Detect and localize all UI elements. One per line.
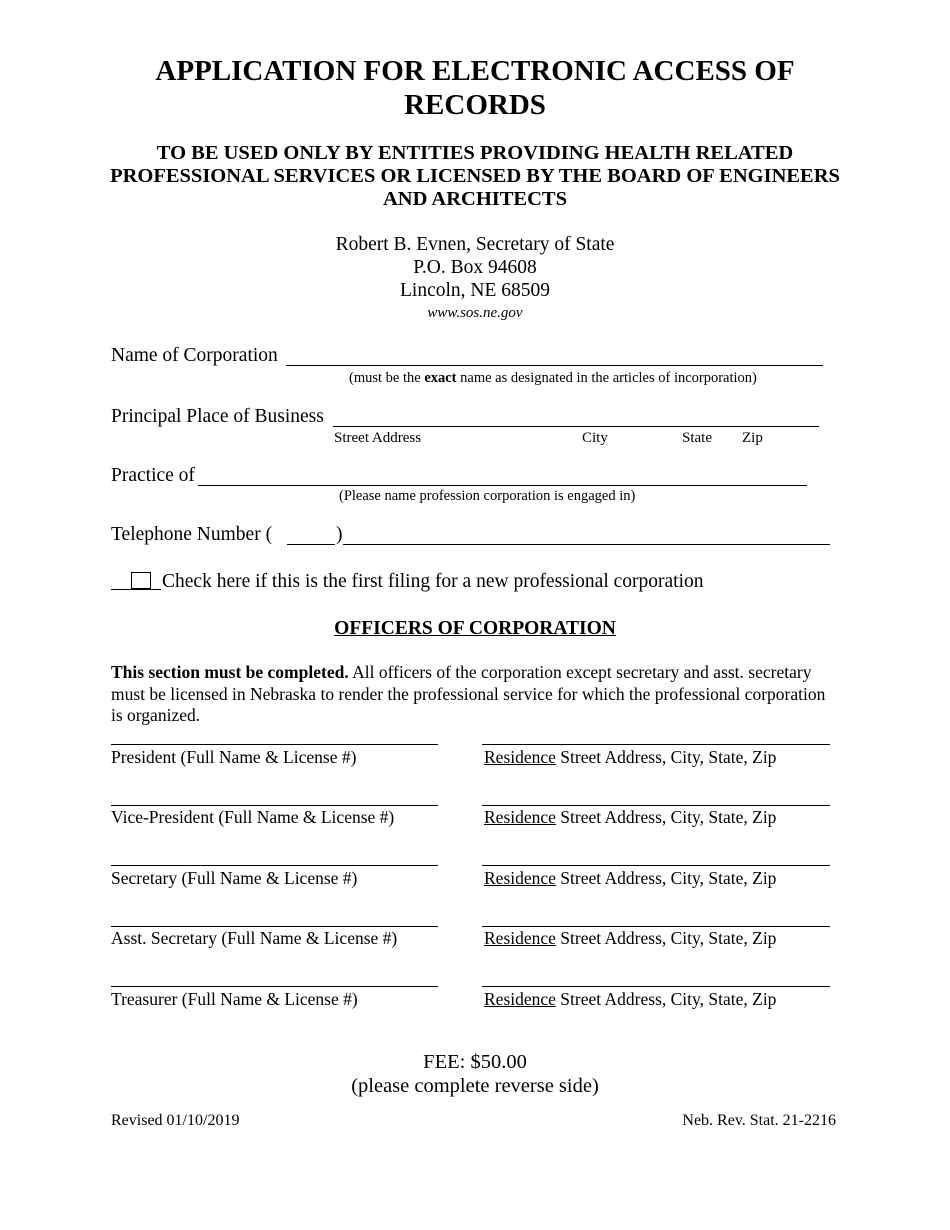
asst-secretary-name-field[interactable] <box>111 926 438 927</box>
checkbox-underline <box>111 589 161 590</box>
office-city: Lincoln, NE 68509 <box>399 280 551 301</box>
instructions-text: All officers of the corporation except secretary and asst. secretary must be licensed in Nebraska to render the professional service for which the professional corporation is organized. <box>111 662 826 725</box>
instructions-bold: This section must be completed. <box>111 662 349 682</box>
fee-amount: FEE: $50.00 <box>423 1051 527 1073</box>
telephone-field[interactable] <box>343 544 830 545</box>
secretary-label: Secretary (Full Name & License #) <box>111 868 358 888</box>
city-label: City <box>582 430 608 446</box>
form-title <box>0 54 950 122</box>
subtitle-line-2: PROFESSIONAL SERVICES OR LICENSED BY THE BOARD OF ENGINEERS <box>110 165 840 187</box>
vice-president-name-field[interactable] <box>111 805 438 806</box>
statute-reference: Neb. Rev. Stat. 21-2216 <box>682 1112 836 1129</box>
corporation-name-field[interactable] <box>286 365 823 366</box>
office-name: Robert B. Evnen, Secretary of State <box>335 234 615 255</box>
practice-label: Practice of <box>111 465 195 486</box>
corp-note-pre: (must be the <box>349 370 425 386</box>
residence-word: Residence <box>484 807 556 827</box>
president-name-field[interactable] <box>111 744 438 745</box>
office-block <box>0 233 950 325</box>
residence-word: Residence <box>484 747 556 767</box>
street-address-label: Street Address <box>334 430 422 446</box>
fee-block <box>0 1050 950 1098</box>
address-rest: Street Address, City, State, Zip <box>555 868 777 888</box>
vice-president-label: Vice-President (Full Name & License #) <box>111 807 395 827</box>
address-rest: Street Address, City, State, Zip <box>555 747 777 767</box>
treasurer-name-field[interactable] <box>111 986 438 987</box>
office-po-box: P.O. Box 94608 <box>413 257 537 278</box>
asst-secretary-label: Asst. Secretary (Full Name & License #) <box>111 928 398 948</box>
address-rest: Street Address, City, State, Zip <box>555 807 777 827</box>
treasurer-label: Treasurer (Full Name & License #) <box>111 989 358 1009</box>
form-subtitle <box>0 142 950 211</box>
vice-president-address-field[interactable] <box>482 805 830 806</box>
vice-president-address-label <box>484 807 776 828</box>
business-address-field[interactable] <box>333 426 819 427</box>
practice-field[interactable] <box>198 485 807 486</box>
practice-note: (Please name profession corporation is engaged in) <box>339 488 636 504</box>
zip-label: Zip <box>742 430 763 446</box>
first-filing-checkbox[interactable] <box>131 572 151 589</box>
title-line-1: APPLICATION FOR ELECTRONIC ACCESS OF <box>155 55 795 87</box>
corporation-name-label: Name of Corporation <box>111 345 278 366</box>
business-label: Principal Place of Business <box>111 406 324 427</box>
state-label: State <box>682 430 712 446</box>
subtitle-line-1: TO BE USED ONLY BY ENTITIES PROVIDING HEALTH RELATED <box>156 142 794 164</box>
secretary-address-label <box>484 868 776 889</box>
president-address-label <box>484 747 776 768</box>
telephone-paren-close: ) <box>336 524 343 545</box>
subtitle-line-3: AND ARCHITECTS <box>383 188 567 210</box>
revised-date: Revised 01/10/2019 <box>111 1112 240 1129</box>
secretary-address-field[interactable] <box>482 865 830 866</box>
asst-secretary-address-label <box>484 928 776 949</box>
treasurer-address-label <box>484 989 776 1010</box>
telephone-label: Telephone Number ( <box>111 524 273 545</box>
corp-note-post: name as designated in the articles of incorporation) <box>456 370 757 386</box>
residence-word: Residence <box>484 868 556 888</box>
residence-word: Residence <box>484 989 556 1009</box>
fee-note: (please complete reverse side) <box>351 1075 599 1097</box>
officers-heading: OFFICERS OF CORPORATION <box>334 618 616 639</box>
residence-word: Residence <box>484 928 556 948</box>
president-address-field[interactable] <box>482 744 830 745</box>
president-label: President (Full Name & License #) <box>111 747 357 767</box>
address-rest: Street Address, City, State, Zip <box>555 928 777 948</box>
office-website: www.sos.ne.gov <box>427 305 523 321</box>
secretary-name-field[interactable] <box>111 865 438 866</box>
corporation-name-note <box>349 370 757 387</box>
officers-instructions <box>111 662 841 727</box>
address-rest: Street Address, City, State, Zip <box>555 989 777 1009</box>
asst-secretary-address-field[interactable] <box>482 926 830 927</box>
treasurer-address-field[interactable] <box>482 986 830 987</box>
area-code-field[interactable] <box>287 544 335 545</box>
corp-note-bold: exact <box>424 370 457 386</box>
title-line-2: RECORDS <box>404 89 546 121</box>
first-filing-label: Check here if this is the first filing for a new professional corporation <box>162 571 704 592</box>
